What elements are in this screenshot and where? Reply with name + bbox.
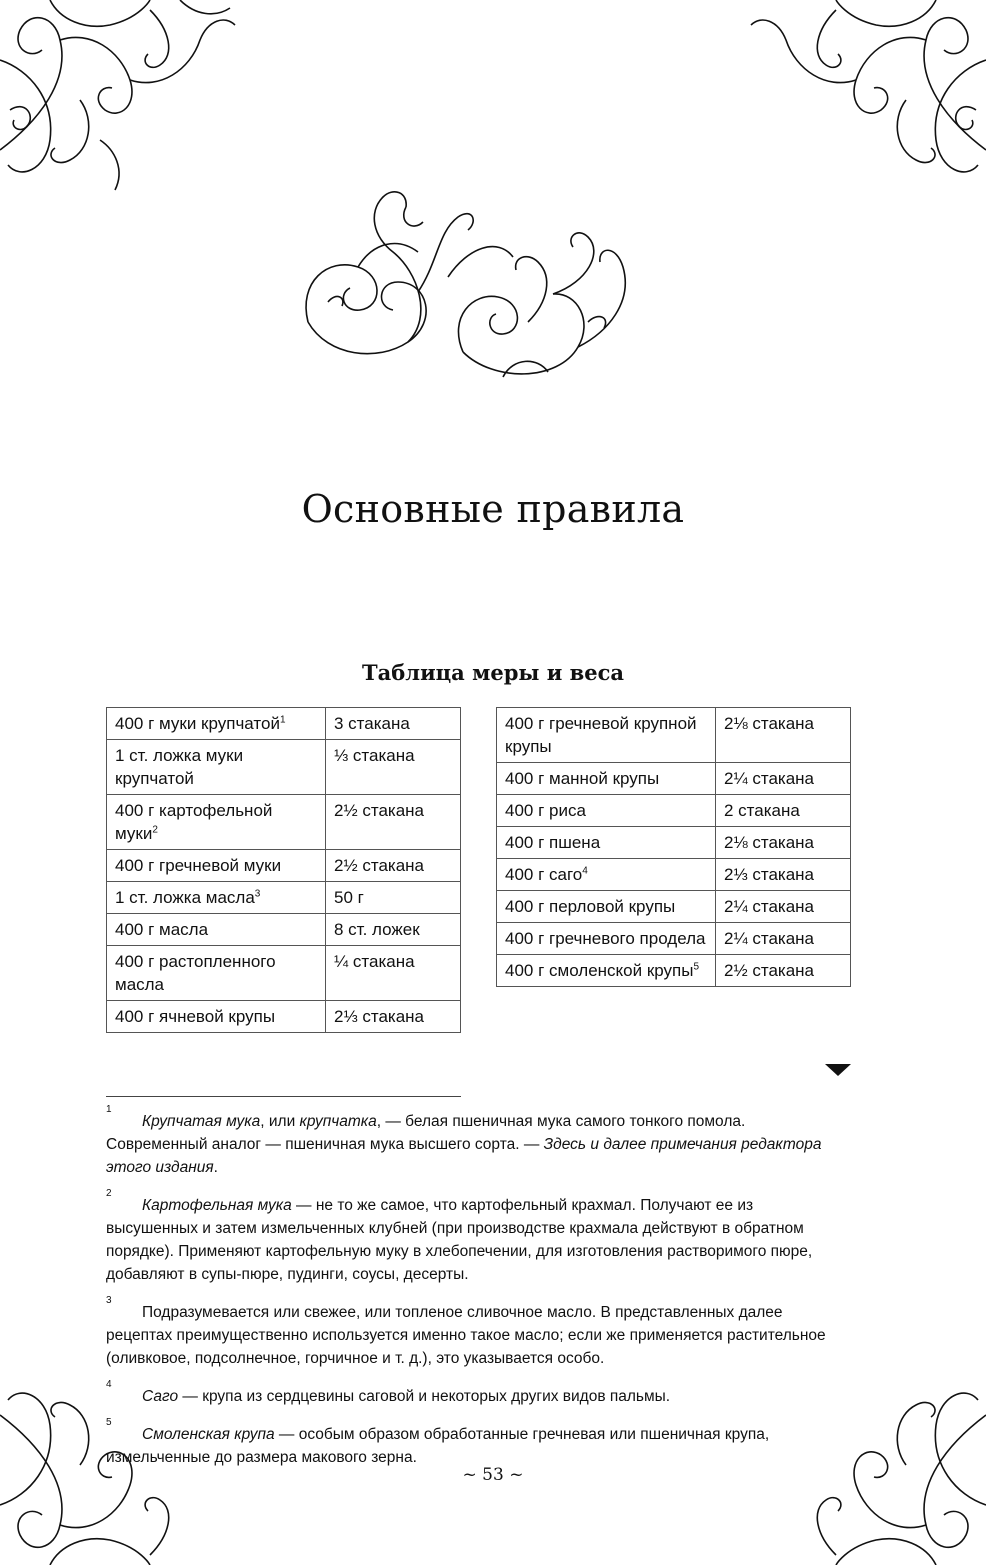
footnote-mid: , или: [260, 1113, 300, 1130]
footnote: [106, 1188, 846, 1286]
footnote-ref[interactable]: 4: [582, 865, 588, 877]
item-text: 400 г гречневого продела: [505, 929, 706, 948]
table-row: [107, 1001, 461, 1033]
footnote-number: 3: [106, 1295, 112, 1306]
footnote-divider: [106, 1096, 461, 1097]
corner-ornament-top-right: [746, 0, 986, 200]
table-cell-measure: 2¼ стакана: [716, 891, 851, 923]
table-cell-item: [107, 946, 326, 1001]
footnote-text: [106, 1194, 846, 1286]
table-cell-item: [107, 708, 326, 740]
item-text: 400 г перловой крупы: [505, 897, 676, 916]
item-text: 400 г саго: [505, 865, 583, 884]
table-row: [497, 955, 851, 987]
item-text: 400 г манной крупы: [505, 769, 660, 788]
footnotes: [106, 1104, 846, 1478]
table-cell-item: [497, 859, 716, 891]
table-cell-item: [497, 827, 716, 859]
footnote-ref[interactable]: 5: [693, 961, 700, 973]
footnote-number: 5: [106, 1417, 112, 1428]
table-row: [107, 850, 461, 882]
footnote-text: — особым образом обработанные гречневая или пшеничная крупа, измельченные до размера макового зерна.: [106, 1426, 770, 1466]
item-text: 400 г масла: [115, 920, 209, 939]
table-cell-item: [107, 850, 326, 882]
footnote-number: 2: [106, 1188, 112, 1199]
footnote-ref[interactable]: 1: [279, 714, 286, 726]
table-body-right: [497, 708, 851, 987]
table-cell-measure: 2½ стакана: [326, 795, 461, 850]
footnote-text: — не то же самое, что картофельный крахмал. Получают ее из высушенных и затем измельченных клубней (при производстве крахмала действуют в обратном порядке). Применяют картофельную муку в хлебопечении, для изготовления растворимого пюре, добавляют в супы-пюре, пудинги, соусы, десерты.: [106, 1197, 813, 1283]
table-row: [107, 882, 461, 914]
table-cell-item: [107, 882, 326, 914]
item-text: 1 ст. ложка муки крупчатой: [115, 746, 244, 788]
table-cell-item: [497, 795, 716, 827]
center-flourish-ornament: [298, 182, 638, 392]
table-cell-item: [497, 763, 716, 795]
table-row: [107, 795, 461, 850]
table-cell-item: [107, 795, 326, 850]
item-text: 400 г риса: [505, 801, 586, 820]
table-cell-measure: ⅓ стакана: [326, 740, 461, 795]
item-text: 400 г гречневой крупной крупы: [505, 714, 697, 756]
section-title: Таблица меры и веса: [362, 660, 624, 686]
corner-ornament-top-left: [0, 0, 240, 200]
table-cell-measure: 2½ стакана: [326, 850, 461, 882]
table-cell-item: [107, 740, 326, 795]
table-row: [107, 708, 461, 740]
footnote-end: .: [213, 1159, 218, 1176]
measure-table-left: [106, 707, 461, 1033]
footnote-text: , — белая пшеничная мука самого тонкого помола. Современный аналог — пшеничная мука высшего сорта. —: [106, 1113, 746, 1153]
table-cell-measure: 3 стакана: [326, 708, 461, 740]
table-row: [107, 914, 461, 946]
item-text: 400 г гречневой муки: [115, 856, 282, 875]
item-text: 400 г пшена: [505, 833, 601, 852]
table-row: [107, 740, 461, 795]
table-cell-measure: 50 г: [326, 882, 461, 914]
table-cell-item: [497, 923, 716, 955]
table-row: [497, 708, 851, 763]
item-text: 1 ст. ложка масла: [115, 888, 255, 907]
item-text: 400 г растопленного масла: [115, 952, 276, 994]
footnote-text: Подразумевается или свежее, или топленое сливочное масло. В представленных далее рецептах преимущественно используется именно такое масло; если же применяется растительное (оливковое, подсолнечное, горчичное и т. д.), это указывается особо.: [106, 1304, 826, 1367]
footnote-text: [106, 1110, 846, 1179]
table-body-left: [107, 708, 461, 1033]
table-cell-item: [497, 891, 716, 923]
item-text: 400 г картофельной муки: [115, 801, 273, 843]
page-title: Основные правила: [301, 487, 685, 532]
table-cell-item: [497, 708, 716, 763]
footnote-ref[interactable]: 2: [152, 824, 158, 836]
table-cell-measure: ¼ стакана: [326, 946, 461, 1001]
table-row: [497, 859, 851, 891]
table-row: [497, 795, 851, 827]
table-row: [497, 827, 851, 859]
footnote: [106, 1379, 846, 1408]
footnote-term: Картофельная мука: [142, 1197, 292, 1214]
footnote-text: [106, 1385, 846, 1408]
table-row: [497, 891, 851, 923]
footnote-text: [106, 1423, 846, 1469]
item-text: 400 г смоленской крупы: [505, 961, 694, 980]
footnote: [106, 1104, 846, 1179]
table-row: [497, 763, 851, 795]
table-cell-measure: 2⅓ стакана: [326, 1001, 461, 1033]
table-cell-measure: 2½ стакана: [716, 955, 851, 987]
table-cell-measure: 2⅛ стакана: [716, 708, 851, 763]
table-cell-measure: 2¼ стакана: [716, 923, 851, 955]
footnote-text: [106, 1301, 846, 1370]
table-row: [497, 923, 851, 955]
footnote-number: 1: [106, 1104, 112, 1115]
table-cell-measure: 2¼ стакана: [716, 763, 851, 795]
item-text: 400 г муки крупчатой: [115, 714, 280, 733]
continue-arrow-icon: [825, 1064, 851, 1076]
page-number: ~ 53 ~: [462, 1465, 524, 1485]
footnote-text: — крупа из сердцевины саговой и некоторых других видов пальмы.: [178, 1388, 671, 1405]
footnote: [106, 1417, 846, 1469]
table-row: [107, 946, 461, 1001]
table-cell-item: [107, 1001, 326, 1033]
table-cell-item: [107, 914, 326, 946]
table-cell-item: [497, 955, 716, 987]
measure-table-right: [496, 707, 851, 987]
footnote-term: Смоленская крупа: [142, 1426, 275, 1443]
footnote-note: Здесь и далее примечания редактора этого издания: [106, 1136, 822, 1176]
table-cell-measure: 8 ст. ложек: [326, 914, 461, 946]
footnote-number: 4: [106, 1379, 112, 1390]
footnote-ref[interactable]: 3: [254, 888, 261, 900]
table-cell-measure: 2⅓ стакана: [716, 859, 851, 891]
item-text: 400 г ячневой крупы: [115, 1007, 276, 1026]
footnote-term: Саго: [142, 1388, 179, 1405]
footnote-term: Крупчатая мука: [142, 1113, 261, 1130]
table-cell-measure: 2 стакана: [716, 795, 851, 827]
footnote: [106, 1295, 846, 1370]
footnote-term2: крупчатка: [299, 1113, 377, 1130]
table-cell-measure: 2⅛ стакана: [716, 827, 851, 859]
